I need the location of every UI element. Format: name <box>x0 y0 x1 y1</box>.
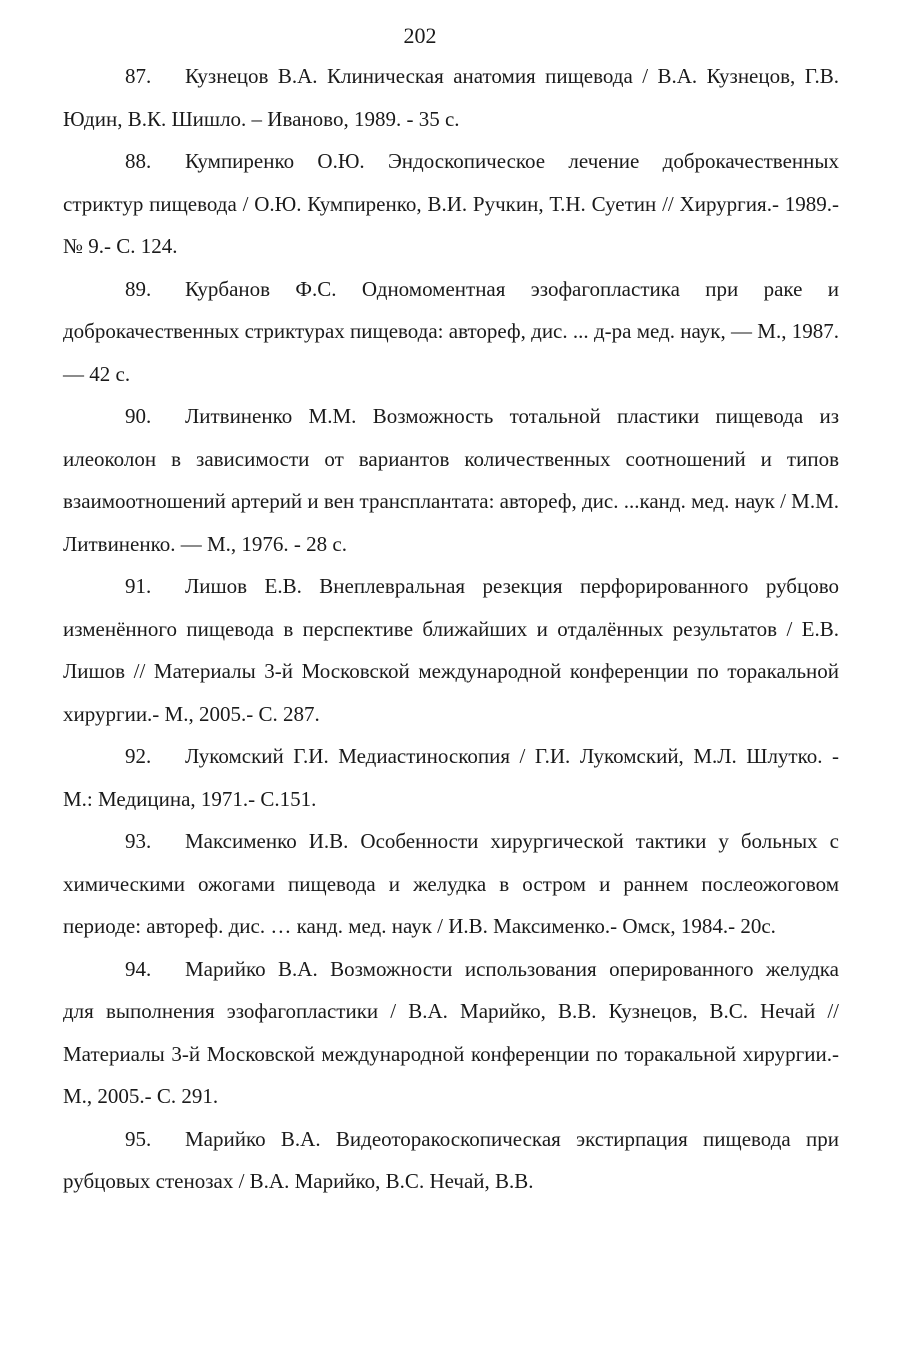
reference-text: Максименко И.В. Особенности хирургической тактики у больных с химическими ожогами пищевода и желудка в остром и раннем послеожоговом периоде: автореф. дис. … канд. мед. наук / И.В. Максименко.- Омск, 1984.- 20с. <box>63 829 839 938</box>
reference-text: Литвиненко М.М. Возможность тотальной пластики пищевода из илеоколон в зависимости от вариантов количественных соотношений и типов взаимоотношений артерий и вен трансплантата: автореф, дис. ...канд. мед. наук / М.М. Литвиненко. — М., 1976. - 28 с. <box>63 404 839 556</box>
reference-number: 89. <box>125 276 152 301</box>
reference-number: 94. <box>125 956 152 981</box>
page-number: 202 <box>403 23 437 48</box>
reference-text: Курбанов Ф.С. Одномоментная эзофагопластика при раке и доброкачественных стриктурах пищевода: автореф, дис. ... д-ра мед. наук, — М., 1987. — 42 с. <box>63 276 839 386</box>
reference-item <box>63 55 839 140</box>
reference-item <box>63 1118 839 1203</box>
reference-item <box>63 820 839 948</box>
reference-text: Кумпиренко О.Ю. Эндоскопическое лечение доброкачественных стриктур пищевода / О.Ю. Кумпиренко, В.И. Ручкин, Т.Н. Суетин // Хирургия.- 1989.- № 9.- С. 124. <box>63 149 839 258</box>
reference-number: 95. <box>125 1126 152 1151</box>
reference-item <box>63 268 839 396</box>
reference-list <box>63 55 839 1203</box>
reference-text: Марийко В.А. Возможности использования оперированного желудка для выполнения эзофагопластики / В.А. Марийко, В.В. Кузнецов, В.С. Нечай // Материалы 3-й Московской международной конференции по торакальной хирургии.- М., 2005.- С. 291. <box>63 956 839 1108</box>
reference-item <box>63 735 839 820</box>
reference-text: Лишов Е.В. Внеплевральная резекция перфорированного рубцово изменённого пищевода в перспективе ближайших и отдалённых результатов / Е.В. Лишов // Материалы 3-й Московской международной конференции по торакальной хирургии.- М., 2005.- С. 287. <box>63 574 839 726</box>
reference-number: 90. <box>125 404 152 428</box>
reference-number: 88. <box>125 149 152 173</box>
reference-number: 87. <box>125 64 152 88</box>
reference-text: Кузнецов В.А. Клиническая анатомия пищевода / В.А. Кузнецов, Г.В. Юдин, В.К. Шишло. – Иваново, 1989. - 35 с. <box>63 64 839 131</box>
reference-text: Марийко В.А. Видеоторакоскопическая экстирпация пищевода при рубцовых стенозах / В.А. Марийко, В.С. Нечай, В.В. <box>63 1126 839 1193</box>
reference-item <box>63 140 839 268</box>
reference-item <box>63 395 839 565</box>
reference-item <box>63 565 839 735</box>
reference-item <box>63 948 839 1118</box>
reference-number: 91. <box>125 574 152 598</box>
reference-text: Лукомский Г.И. Медиастиноскопия / Г.И. Лукомский, М.Л. Шлутко. - М.: Медицина, 1971.- С.151. <box>63 744 839 811</box>
reference-number: 92. <box>125 744 152 768</box>
reference-number: 93. <box>125 829 152 853</box>
